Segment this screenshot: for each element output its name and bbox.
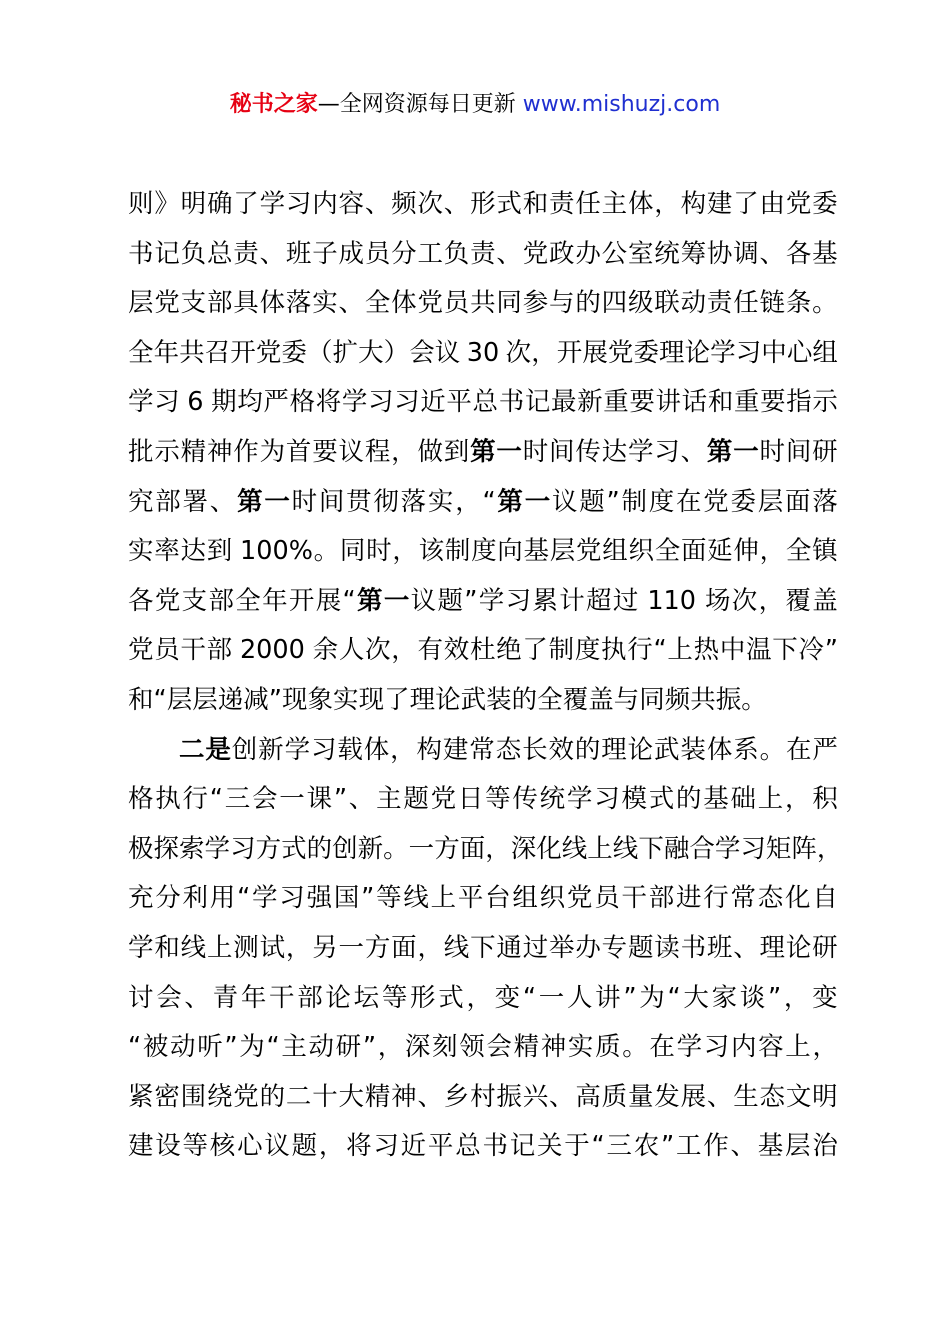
- text-line: 充 分 利 用 “ 学 习 强 国 ” 等 线 上 平 台 组 织 党 员 干 部 进 行 常 态 化 自: [128, 883, 838, 914]
- text-line: 党 员 干 部 2000 余 人 次 ， 有 效 杜 绝 了 制 度 执 行 “ 上 热 中 温 下 冷 ”: [128, 635, 838, 666]
- text-line: 批 示 精 神 作 为 首 要 议 程 ， 做 到 第 一 时 间 传 达 学 习 、 第 一 时 间 研: [128, 436, 838, 467]
- text-line: 学 和 线 上 测 试 ， 另 一 方 面 ， 线 下 通 过 举 办 专 题 读 书 班 、 理 论 研: [128, 932, 838, 963]
- text-line: 建 设 等 核 心 议 题 ， 将 习 近 平 总 书 记 关 于 “ 三 农 ” 工 作 、 基 层 治: [128, 1131, 838, 1162]
- text-line: 讨 会 、 青 年 干 部 论 坛 等 形 式 ， 变 “ 一 人 讲 ” 为 “ 大 家 谈 ” ， 变: [128, 982, 838, 1013]
- text-line: 二 是 创 新 学 习 载 体 ， 构 建 常 态 长 效 的 理 论 武 装 体 系 。 在 严: [179, 734, 838, 765]
- text-line: 则 》 明 确 了 学 习 内 容 、 频 次 、 形 式 和 责 任 主 体 ， 构 建 了 由 党 委: [128, 189, 838, 219]
- text-line: 各 党 支 部 全 年 开 展 “ 第 一 议 题 ” 学 习 累 计 超 过 110 场 次 ， 覆 盖: [128, 585, 838, 616]
- text-line: 极 探 索 学 习 方 式 的 创 新 。 一 方 面 ， 深 化 线 上 线 下 融 合 学 习 矩 阵 ，: [128, 833, 843, 864]
- document-body: [128, 180, 843, 1172]
- text-line: 格 执 行 “ 三 会 一 课 ” 、 主 题 党 日 等 传 统 学 习 模 式 的 基 础 上 ， 积: [128, 784, 838, 815]
- site-url[interactable]: www.mishuzj.com: [522, 92, 721, 117]
- text-line: 全 年 共 召 开 党 委 （ 扩 大 ） 会 议 30 次 ， 开 展 党 委 理 论 学 习 中 心 组: [128, 337, 838, 368]
- text-line: 和 “ 层 层 递 减 ” 现 象 实 现 了 理 论 武 装 的 全 覆 盖 与 同 频 共 振 。: [128, 684, 767, 715]
- text-line: 书 记 负 总 责 、 班 子 成 员 分 工 负 责 、 党 政 办 公 室 统 筹 协 调 、 各 基: [128, 238, 838, 269]
- text-line: 实 率 达 到 100% 。 同 时 ， 该 制 度 向 基 层 党 组 织 全 面 延 伸 ， 全 镇: [128, 536, 838, 567]
- page-header: [0, 88, 950, 122]
- text-line: 究 部 署 、 第 一 时 间 贯 彻 落 实 ， “ 第 一 议 题 ” 制 度 在 党 委 层 面 落: [128, 486, 838, 517]
- text-line: 紧 密 围 绕 党 的 二 十 大 精 神 、 乡 村 振 兴 、 高 质 量 发 展 、 生 态 文 明: [128, 1081, 838, 1112]
- site-tagline: —全网资源每日更新: [317, 92, 516, 117]
- text-line: 层 党 支 部 具 体 落 实 、 全 体 党 员 共 同 参 与 的 四 级 联 动 责 任 链 条 。: [128, 288, 838, 319]
- text-line: 学 习 6 期 均 严 格 将 学 习 习 近 平 总 书 记 最 新 重 要 讲 话 和 重 要 指 示: [128, 387, 838, 418]
- site-brand: 秘书之家: [229, 92, 318, 117]
- text-line: “ 被 动 听 ” 为 “ 主 动 研 ” ， 深 刻 领 会 精 神 实 质 。 在 学 习 内 容 上 ，: [128, 1032, 838, 1063]
